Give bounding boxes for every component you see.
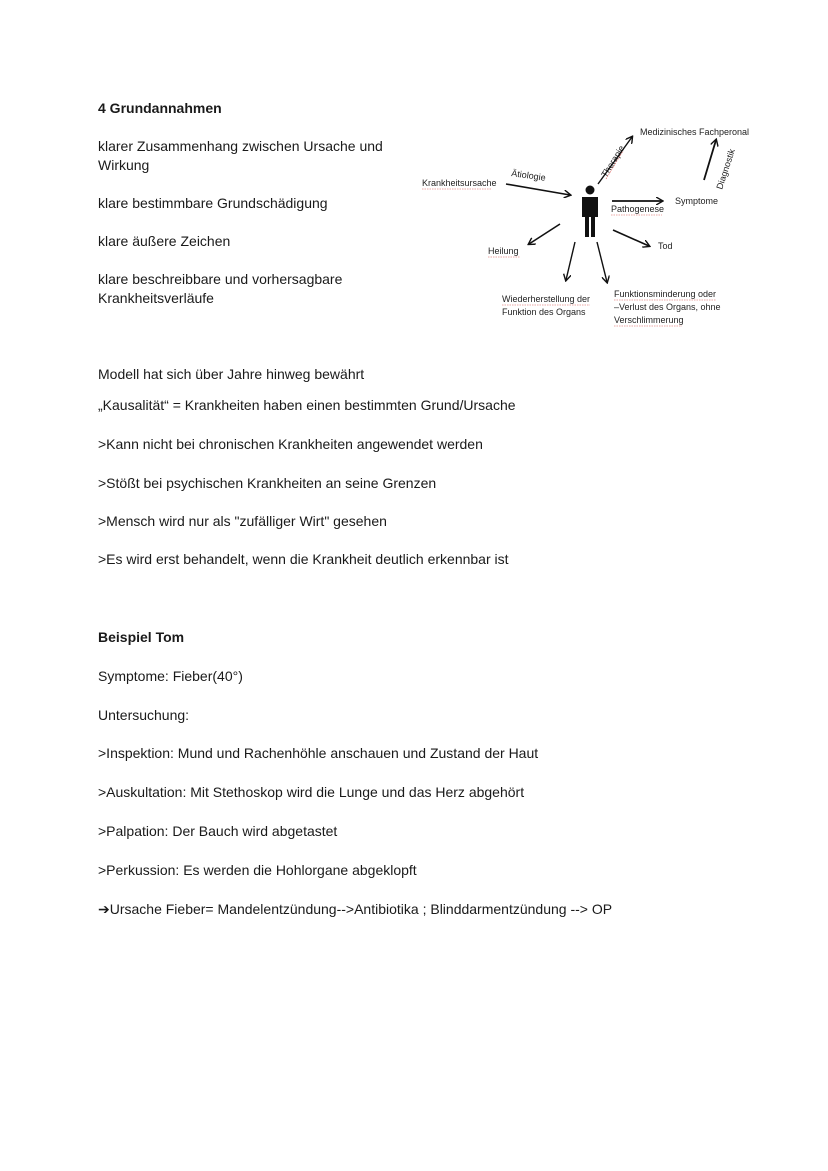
assumption-line: klare bestimmbare Grundschädigung — [98, 195, 328, 211]
text-line: Modell hat sich über Jahre hinweg bewährt — [98, 366, 365, 382]
label-krankheitsursache: Krankheitsursache — [422, 178, 497, 188]
arrow-funktionsminderung — [597, 242, 607, 282]
label-funktionsminderung: –Verlust des Organs, ohne — [614, 302, 721, 312]
example-line: Symptome: Fieber(40°) — [98, 668, 243, 684]
disease-model-diagram — [410, 120, 770, 340]
label-funktionsminderung: Funktionsminderung oder — [614, 289, 717, 299]
person-icon — [582, 186, 598, 238]
arrow-diagnostik — [704, 140, 716, 180]
label-wiederherstellung: Funktion des Organs — [502, 307, 586, 317]
assumption-line: Krankheitsverläufe — [98, 290, 214, 306]
label-therapie: Therapie — [599, 143, 627, 180]
arrow-wiederherstellung — [566, 242, 575, 280]
label-pathogenese: Pathogenese — [611, 204, 665, 214]
example-line: >Palpation: Der Bauch wird abgetastet — [98, 823, 338, 839]
arrow-heilung — [529, 224, 560, 244]
label-diagnostik: Diagnostik — [714, 147, 737, 191]
label-funktionsminderung: Verschlimmerung — [614, 315, 684, 325]
example-heading: Beispiel Tom — [98, 629, 185, 645]
text-line: >Mensch wird nur als "zufälliger Wirt" gesehen — [98, 513, 387, 529]
text-line: >Es wird erst behandelt, wenn die Krankheit deutlich erkennbar ist — [98, 551, 509, 567]
example-line: Untersuchung: — [98, 707, 190, 723]
assumption-line: klarer Zusammenhang zwischen Ursache und — [98, 138, 383, 154]
text-line: >Kann nicht bei chronischen Krankheiten angewendet werden — [98, 436, 483, 452]
assumption-line: Wirkung — [98, 157, 150, 173]
label-aetiologie: Ätiologie — [510, 168, 547, 183]
example-line: >Inspektion: Mund und Rachenhöhle anschauen und Zustand der Haut — [98, 745, 539, 761]
text-line: „Kausalität“ = Krankheiten haben einen bestimmten Grund/Ursache — [98, 397, 516, 413]
label-symptome: Symptome — [675, 196, 719, 206]
arrow-tod — [613, 230, 649, 246]
label-tod: Tod — [658, 241, 673, 251]
section-heading: 4 Grundannahmen — [98, 100, 222, 116]
example-line: >Perkussion: Es werden die Hohlorgane abgeklopft — [98, 862, 417, 878]
arrow-therapie — [598, 137, 632, 184]
assumption-line: klare äußere Zeichen — [98, 233, 231, 249]
arrow-aetiologie — [506, 184, 570, 195]
label-fachpersonal: Medizinisches Fachperonal — [640, 127, 750, 137]
example-conclusion: ➔Ursache Fieber= Mandelentzündung-->Antibiotika ; Blinddarmentzündung --> OP — [98, 901, 613, 917]
text-line: >Stößt bei psychischen Krankheiten an seine Grenzen — [98, 475, 437, 491]
assumption-line: klare beschreibbare und vorhersagbare — [98, 271, 343, 287]
example-line: >Auskultation: Mit Stethoskop wird die Lunge und das Herz abgehört — [98, 784, 525, 800]
label-wiederherstellung: Wiederherstellung der — [502, 294, 591, 304]
label-heilung: Heilung — [488, 246, 519, 256]
